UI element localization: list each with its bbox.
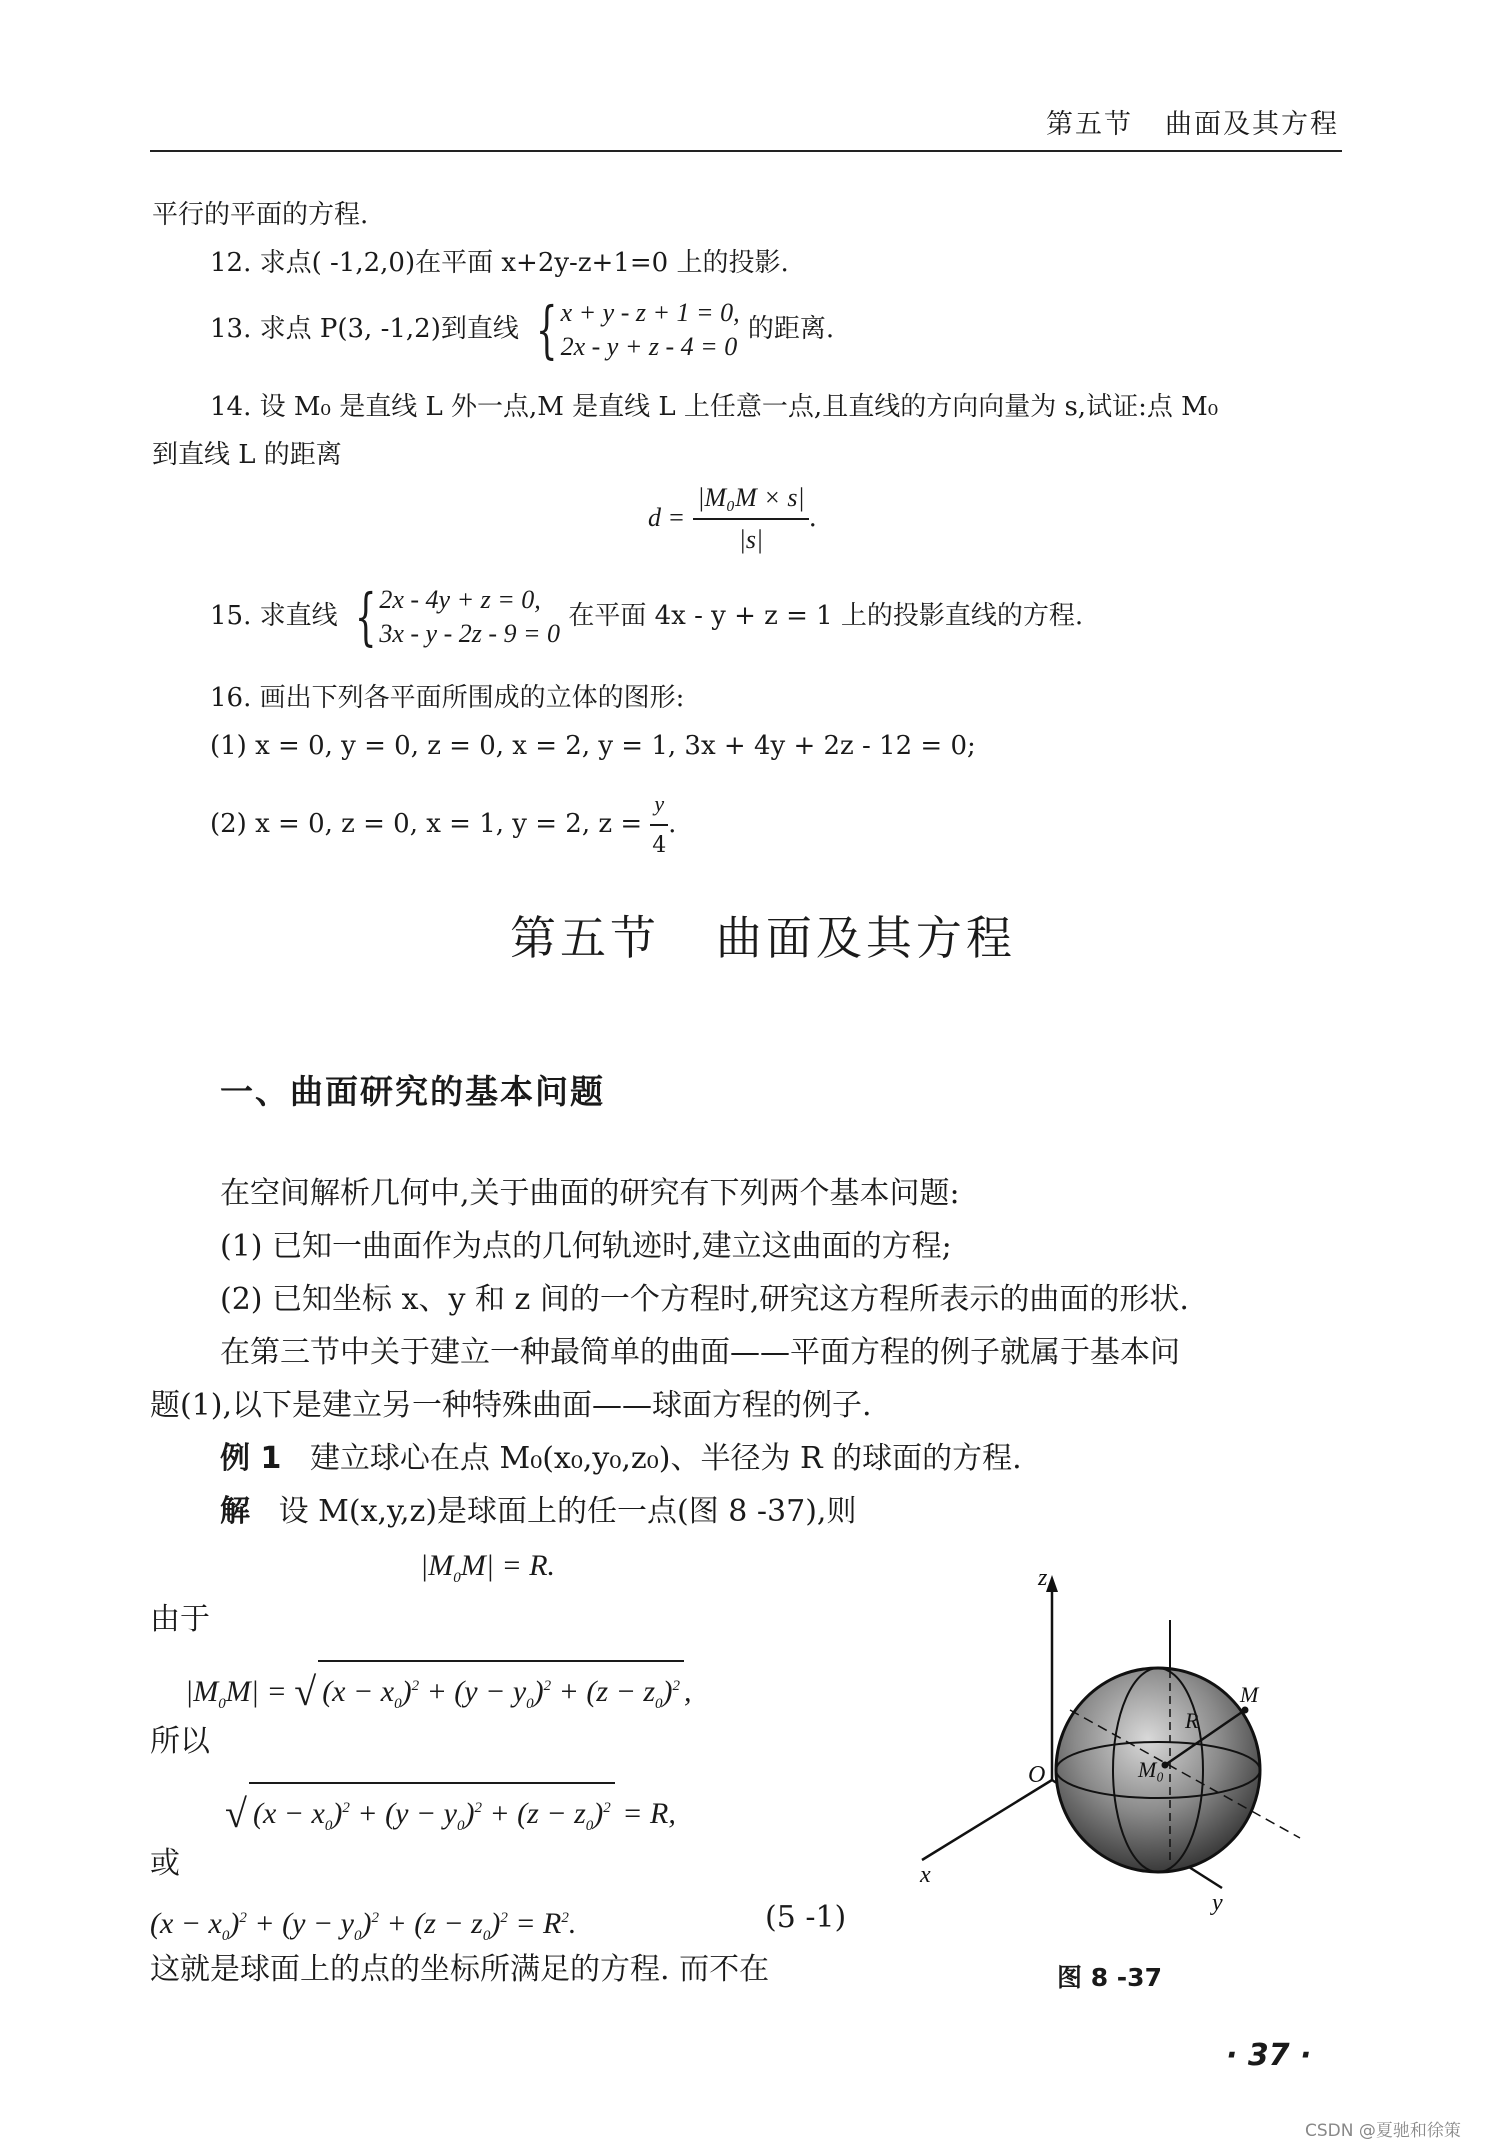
figure-sphere — [900, 1560, 1320, 1940]
label-r: R — [1185, 1708, 1199, 1733]
surface-point — [1242, 1707, 1249, 1714]
paragraph-2: (1) 已知一曲面作为点的几何轨迹时,建立这曲面的方程; — [220, 1229, 952, 1264]
paragraph-4b: 题(1),以下是建立另一种特殊曲面——球面方程的例子. — [150, 1388, 872, 1423]
since-text: 由于 — [150, 1602, 210, 1637]
sqrt-equation: √ $(x - x_0)^2 + (y - y_0)^2 + (z - z_0)^2 = R$, — [225, 1782, 676, 1848]
figure-caption: 图 8 -37 — [1057, 1963, 1162, 1992]
fraction-numerator: |M₀M × s| — [693, 480, 808, 520]
exercise-13 — [210, 293, 835, 366]
label-x: x — [920, 1862, 931, 1888]
page-number: · 37 · — [1226, 2038, 1312, 2073]
running-header-title: 曲面及其方程 — [1165, 109, 1339, 140]
exercise-13-pre: 13. 求点 P(3, -1,2)到直线 — [210, 314, 519, 344]
equation-system — [561, 296, 740, 364]
subsection-title: 一、曲面研究的基本问题 — [220, 1072, 605, 1111]
exercise-15-post: 在平面 4x - y + z = 1 上的投影直线的方程. — [568, 601, 1084, 631]
distance-formula: d = $\frac{\text{|M₀M × s|}}{|s|}$ . — [648, 480, 817, 558]
sphere-equation: $(x - x_0)^2 + (y - y_0)^2 + (z - z_0)^2 = R^2$. — [150, 1907, 577, 1944]
z-fraction: $\frac{y}{4}$ — [650, 786, 668, 864]
exercise-16-line-1: 16. 画出下列各平面所围成的立体的图形: — [210, 683, 685, 713]
watermark: CSDN @夏驰和徐策 — [1305, 2121, 1461, 2141]
therefore-text: 所以 — [150, 1724, 210, 1759]
brace: { — [536, 293, 558, 366]
equation-number: (5 -1) — [765, 1900, 847, 1935]
exercise-15-pre: 15. 求直线 — [210, 601, 338, 631]
exercise-14-line-1: 14. 设 M₀ 是直线 L 外一点,M 是直线 L 上任意一点,且直线的方向向量为 s,试证:点 M₀ — [210, 392, 1219, 422]
distance-fraction — [693, 480, 808, 558]
example-text: 建立球心在点 M₀(x₀,y₀,z₀)、半径为 R 的球面的方程. — [309, 1441, 1022, 1476]
final-line: 这就是球面上的点的坐标所满足的方程. 而不在 — [150, 1952, 770, 1987]
system-eq-1: x + y - z + 1 = 0, — [560, 298, 740, 327]
exercise-15 — [210, 580, 1084, 653]
label-o: O — [1028, 1762, 1046, 1788]
system-eq-2: 2x - y + z - 4 = 0 — [560, 332, 738, 361]
exercise-16-item-2: (2) x = 0, z = 0, x = 1, y = 2, z = $\frac{y}{4}$ . — [210, 786, 676, 864]
distance-equation: $|M_0M|$ = √ $(x - x_0)^2 + (y - y_0)^2 + (z - z_0)^2$ , — [185, 1660, 692, 1726]
header-rule — [150, 150, 1342, 152]
running-header-section: 第五节 — [1046, 109, 1133, 140]
label-y: y — [1212, 1890, 1223, 1916]
z-axis-arrow — [1046, 1575, 1058, 1592]
exercise-13-post: 的距离. — [747, 314, 835, 344]
exercise-16-item-1: (1) x = 0, y = 0, z = 0, x = 2, y = 1, 3x + 4y + 2z - 12 = 0; — [210, 731, 976, 761]
system-eq-1: 2x - 4y + z = 0, — [379, 585, 541, 614]
brace: { — [354, 580, 377, 653]
label-m: M — [1240, 1682, 1259, 1707]
or-text: 或 — [150, 1846, 180, 1881]
paragraph-4a: 在第三节中关于建立一种最简单的曲面——平面方程的例子就属于基本问 — [220, 1335, 1180, 1370]
paragraph-1: 在空间解析几何中,关于曲面的研究有下列两个基本问题: — [220, 1176, 960, 1211]
fraction-denominator: |s| — [738, 525, 764, 554]
equation-system — [379, 583, 560, 651]
equation-m0m-eq-r: $|M_0M| = R$. — [420, 1549, 556, 1586]
solution — [220, 1490, 856, 1534]
section-title: 第五节 曲面及其方程 — [510, 911, 1016, 965]
carryover-line: 平行的平面的方程. — [152, 200, 369, 230]
example-1 — [220, 1437, 1022, 1481]
exercise-14-line-2: 到直线 L 的距离 — [152, 440, 342, 470]
x-axis — [922, 1780, 1052, 1860]
paragraph-3: (2) 已知坐标 x、y 和 z 间的一个方程时,研究这方程所表示的曲面的形状. — [220, 1282, 1189, 1317]
system-eq-2: 3x - y - 2z - 9 = 0 — [379, 619, 561, 648]
label-z: z — [1038, 1565, 1048, 1591]
label-m0: M₀ — [1138, 1757, 1164, 1782]
example-label: 例 1 — [220, 1441, 282, 1476]
solution-label: 解 — [220, 1494, 250, 1529]
solution-text: 设 M(x,y,z)是球面上的任一点(图 8 -37),则 — [278, 1494, 857, 1529]
exercise-12: 12. 求点( -1,2,0)在平面 x+2y-z+1=0 上的投影. — [210, 248, 789, 278]
